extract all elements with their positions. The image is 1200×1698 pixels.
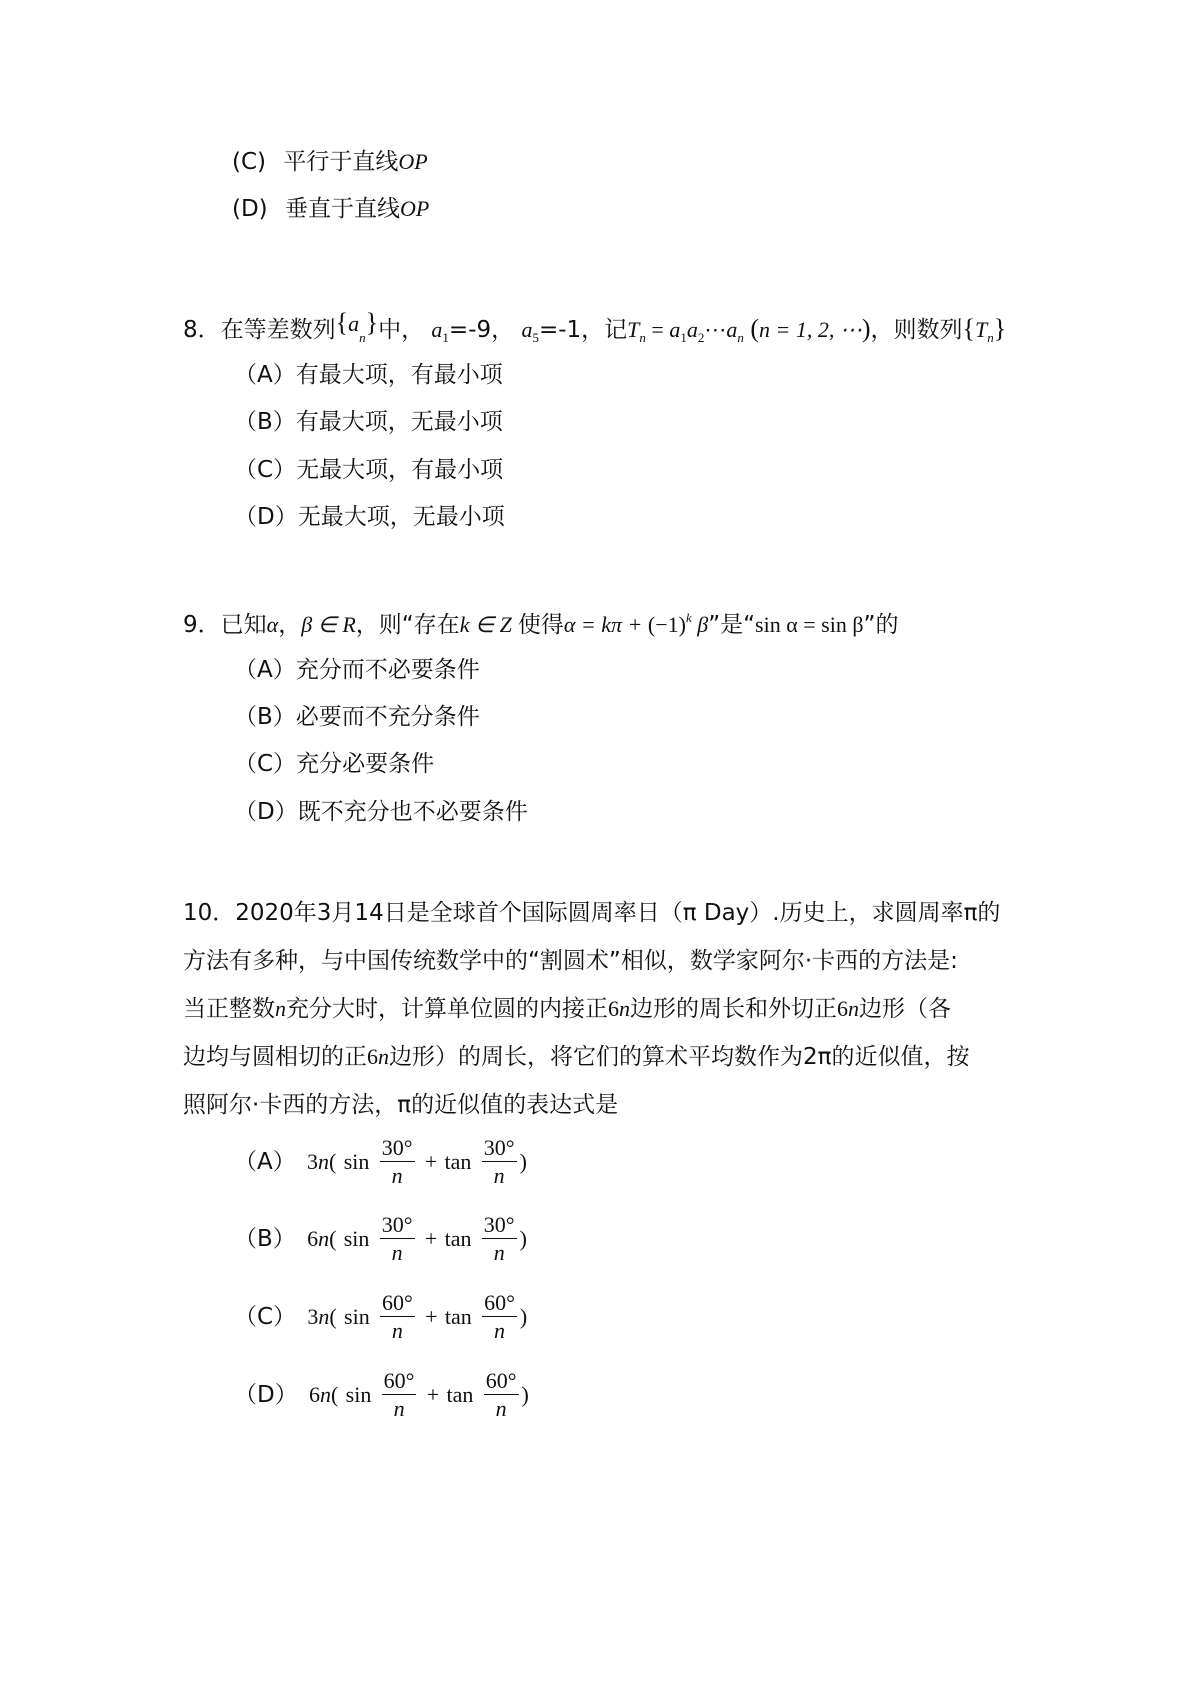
tan-function: tan: [444, 1149, 472, 1174]
a1-subscript: 1: [442, 330, 449, 345]
fraction-numerator: 30°: [381, 1212, 413, 1237]
a5-symbol: a: [521, 317, 533, 342]
n-symbol: n: [848, 996, 859, 1021]
tan-function: tan: [446, 1382, 474, 1407]
q9-option-d: [234, 797, 528, 827]
fraction-denominator: n: [391, 1240, 403, 1265]
stem-text: 当正整数: [183, 996, 275, 1022]
six: 6: [837, 996, 848, 1021]
sin-function: sin: [344, 1304, 370, 1329]
paren-open: (: [331, 1382, 339, 1407]
T-symbol: T: [627, 317, 640, 342]
stem-text: 边形）的周长，将它们的算术平均数作为2π的近似值，按: [389, 1044, 970, 1070]
Tn-subscript: n: [987, 330, 994, 345]
stem-line: 照阿尔·卡西的方法，π的近似值的表达式是: [183, 1092, 619, 1118]
k-in-z: k ∈ Z: [459, 612, 512, 637]
stem-text: 充分大时，计算单位圆的内接正: [286, 996, 608, 1022]
coefficient: 6: [309, 1382, 321, 1407]
option-label: （A）: [234, 362, 296, 388]
n-symbol: n: [320, 1382, 332, 1407]
fraction: [382, 1368, 417, 1423]
fraction-denominator: n: [391, 1318, 403, 1343]
condition-formula: α = kπ +: [563, 612, 648, 637]
tan-function: tan: [444, 1226, 472, 1251]
paren-close: ): [519, 1149, 527, 1174]
sin-function: sin: [343, 1149, 370, 1174]
index-range: n = 1, 2, ⋯: [759, 317, 862, 342]
q7-option-d: [232, 194, 429, 224]
fraction-denominator: n: [495, 1396, 507, 1421]
n-symbol: n: [318, 1226, 330, 1251]
option-label: （C）: [234, 751, 297, 777]
q8-option-d: [234, 502, 505, 532]
fraction-numerator: 60°: [383, 1368, 415, 1393]
six: 6: [608, 996, 619, 1021]
paren-close: ): [519, 1304, 528, 1329]
question-number: 9．: [183, 612, 221, 638]
stem-text: 使得: [517, 612, 564, 638]
q8-option-c: [234, 455, 503, 485]
option-label: （C）: [234, 1304, 297, 1330]
fraction: [380, 1290, 415, 1345]
coefficient: 6: [307, 1226, 319, 1251]
paren-close: ): [861, 314, 871, 343]
q10-stem: [183, 889, 1033, 1129]
paren-open: (: [329, 1149, 337, 1174]
option-math: OP: [398, 149, 428, 174]
plus-sign: +: [424, 1149, 438, 1174]
sine-equation: sin α = sin β: [755, 612, 864, 637]
option-text: 平行于直线: [283, 149, 399, 175]
option-label: （B）: [234, 1226, 296, 1252]
q10-option-a: [234, 1132, 527, 1192]
seq-subscript: n: [359, 330, 366, 345]
option-label: (C): [232, 149, 267, 175]
T-subscript: n: [639, 330, 646, 345]
q9-option-c: [234, 749, 434, 779]
option-label: （D）: [234, 504, 298, 530]
n-symbol: n: [378, 1044, 389, 1069]
paren-close: ): [521, 1382, 529, 1407]
q10-option-b: [234, 1209, 527, 1269]
fraction-numerator: 60°: [484, 1290, 515, 1315]
option-label: (D): [232, 196, 268, 222]
separator: ，: [278, 612, 302, 638]
paren-open: (: [329, 1304, 337, 1329]
q9-stem: [183, 603, 898, 640]
fraction-numerator: 30°: [483, 1135, 515, 1160]
stem-text: ，则“存在: [355, 612, 460, 638]
equals-sign: =: [645, 317, 670, 342]
a1-symbol: a: [431, 317, 443, 342]
fraction-numerator: 60°: [382, 1290, 413, 1315]
stem-text: 已知: [220, 612, 267, 638]
paren-open: (: [329, 1226, 337, 1251]
q7-option-c: [232, 147, 428, 177]
sin-function: sin: [345, 1382, 372, 1407]
option-text: 无最大项，无最小项: [297, 504, 505, 530]
brace-close: }: [993, 314, 1007, 343]
stem-line: 方法有多种，与中国传统数学中的“割圆术”相似，数学家阿尔·卡西的方法是:: [183, 948, 958, 974]
condition-formula: β: [691, 612, 709, 637]
fraction: [482, 1212, 517, 1267]
Tn-symbol: T: [975, 317, 988, 342]
fraction: [482, 1290, 517, 1345]
option-text: 充分必要条件: [296, 751, 435, 777]
option-label: （A）: [234, 1149, 296, 1175]
stem-line: 10．2020年3月14日是全球首个国际圆周率日（π Day）.历史上，求圆周率π的: [183, 900, 1001, 926]
stem-text: ”的: [863, 612, 899, 638]
brace-open: {: [962, 314, 976, 343]
option-label: （B）: [234, 409, 296, 435]
q8-option-a: [234, 360, 503, 390]
option-text: 有最大项，有最小项: [295, 362, 503, 388]
question-number: 8．: [183, 317, 221, 343]
option-label: （D）: [234, 799, 298, 825]
coefficient: 3: [307, 1304, 319, 1329]
plus-sign: +: [426, 1382, 440, 1407]
option-text: 无最大项，有最小项: [296, 457, 504, 483]
option-math: OP: [399, 196, 430, 221]
fraction-denominator: n: [393, 1396, 405, 1421]
q10-option-c: [234, 1287, 527, 1347]
stem-text: 在等差数列: [220, 317, 336, 343]
fraction-numerator: 60°: [485, 1368, 517, 1393]
product-term: a: [726, 317, 738, 342]
option-text: 必要而不充分条件: [295, 704, 480, 730]
stem-line: [183, 985, 1033, 1033]
fraction-denominator: n: [493, 1240, 505, 1265]
q9-option-b: [234, 702, 480, 732]
product-term: a: [669, 317, 681, 342]
fraction: [380, 1212, 415, 1267]
sin-function: sin: [343, 1226, 370, 1251]
a1-value: =-9，: [448, 317, 515, 343]
n-symbol: n: [318, 1149, 330, 1174]
n-symbol: n: [619, 996, 630, 1021]
option-text: 垂直于直线: [284, 196, 400, 222]
q9-option-a: [234, 655, 480, 685]
tan-function: tan: [444, 1304, 472, 1329]
stem-line: [183, 1033, 1033, 1081]
brace-close: }: [365, 308, 379, 337]
brace-open: {: [335, 308, 349, 337]
option-label: （B）: [234, 704, 296, 730]
stem-text: 记: [604, 317, 628, 343]
option-label: （C）: [234, 457, 297, 483]
stem-text: ，则数列: [870, 317, 963, 343]
fraction-numerator: 30°: [483, 1212, 515, 1237]
fraction: [482, 1135, 517, 1190]
product-term: a: [686, 317, 698, 342]
fraction: [484, 1368, 519, 1423]
plus-sign: +: [425, 1304, 438, 1329]
fraction: [380, 1135, 415, 1190]
fraction-denominator: n: [493, 1163, 505, 1188]
beta-in-r: β ∈ R: [301, 612, 356, 637]
ellipsis: ⋯: [704, 317, 727, 342]
stem-text: ”是“: [708, 612, 756, 638]
stem-text: 边均与圆相切的正: [183, 1044, 367, 1070]
q8-stem: [183, 308, 1006, 353]
seq-symbol: a: [348, 311, 360, 336]
a5-subscript: 5: [532, 330, 539, 345]
option-text: 充分而不必要条件: [295, 657, 480, 683]
fraction-denominator: n: [493, 1318, 505, 1343]
condition-formula: (−1): [647, 612, 686, 637]
product-subscript: n: [737, 330, 744, 345]
stem-text: 边形（各: [859, 996, 951, 1022]
a5-value: =-1，: [538, 317, 605, 343]
paren-close: ): [519, 1226, 527, 1251]
alpha-symbol: α: [266, 612, 279, 637]
product-subscript: 1: [680, 330, 687, 345]
fraction-denominator: n: [391, 1163, 403, 1188]
fraction-numerator: 30°: [381, 1135, 413, 1160]
stem-text: 边形的周长和外切正: [630, 996, 837, 1022]
option-text: 有最大项，无最小项: [295, 409, 503, 435]
coefficient: 3: [307, 1149, 319, 1174]
stem-text: 中，: [378, 317, 425, 343]
option-text: 既不充分也不必要条件: [297, 799, 528, 825]
paren-open: (: [743, 314, 760, 343]
condition-exponent: k: [685, 610, 692, 625]
q10-option-d: [234, 1365, 529, 1425]
product-subscript: 2: [697, 330, 705, 345]
plus-sign: +: [424, 1226, 438, 1251]
option-label: （D）: [234, 1382, 298, 1408]
n-symbol: n: [275, 996, 286, 1021]
option-label: （A）: [234, 657, 296, 683]
q8-option-b: [234, 407, 503, 437]
n-symbol: n: [318, 1304, 330, 1329]
six: 6: [367, 1044, 378, 1069]
